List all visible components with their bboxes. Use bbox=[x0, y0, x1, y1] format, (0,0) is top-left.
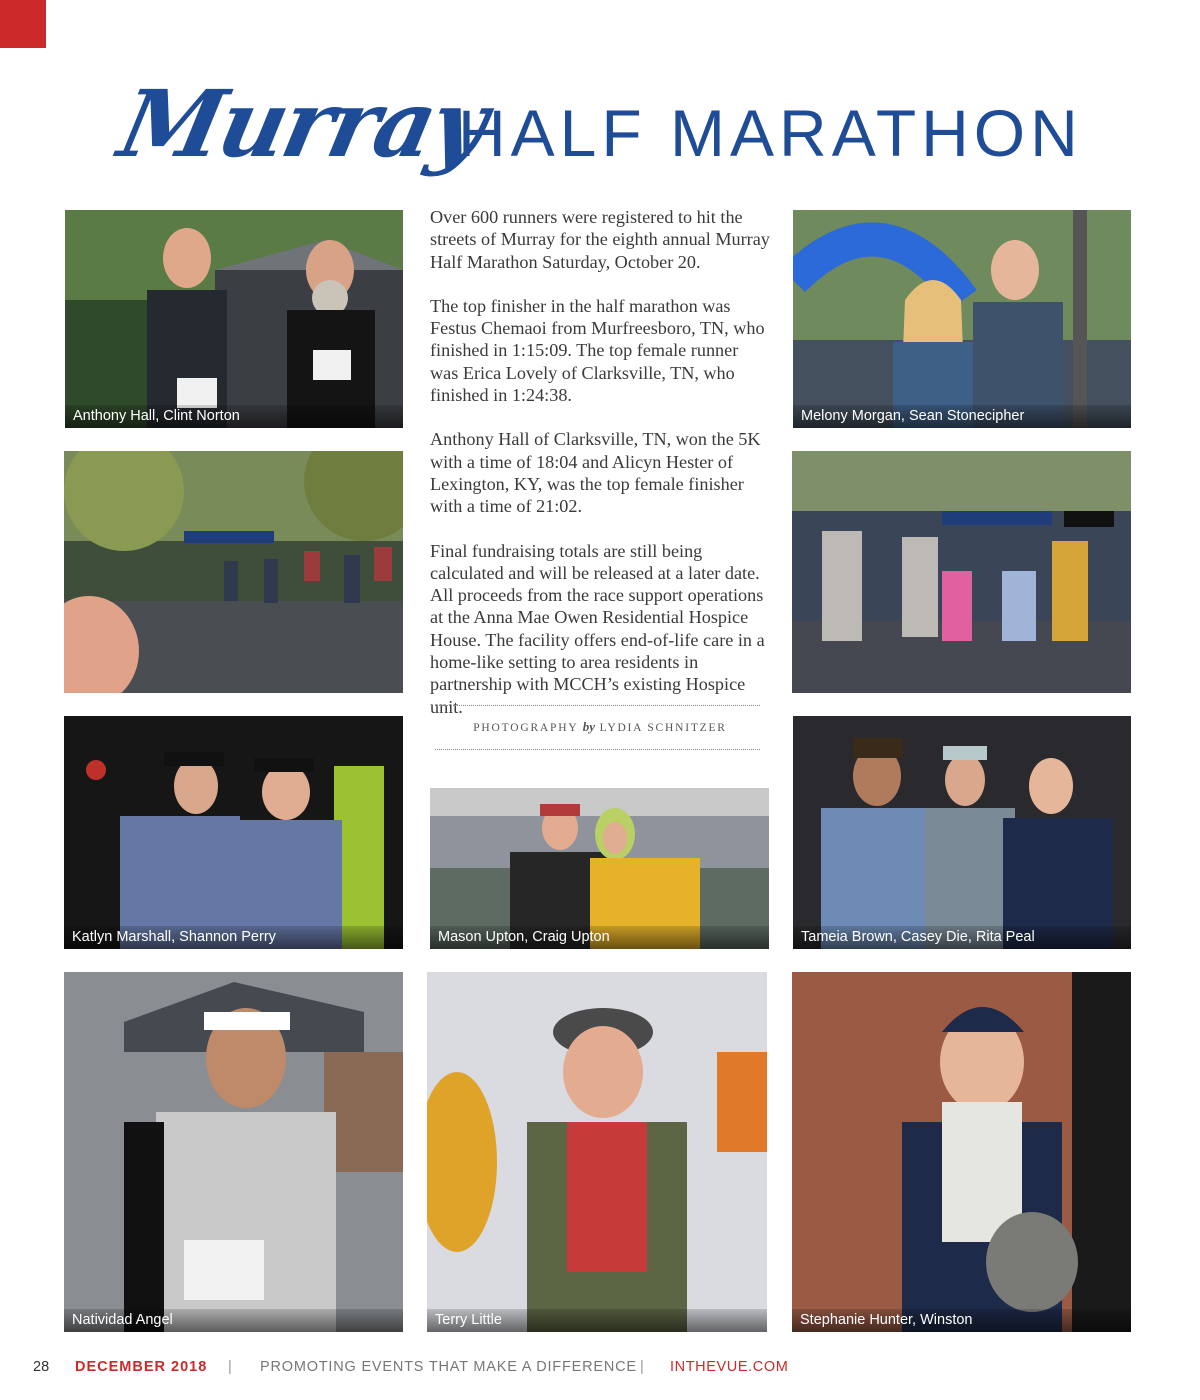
credit-divider-bottom bbox=[435, 749, 760, 750]
photo-caption: Natividad Angel bbox=[64, 1309, 403, 1332]
credit-name: LYDIA SCHNITZER bbox=[599, 722, 727, 734]
article-paragraph: Over 600 runners were registered to hit the streets of Murray for the eighth annual Murray Half Marathon Saturday, October 20. bbox=[430, 207, 770, 272]
photo-start-crowd-right bbox=[792, 451, 1131, 693]
photo-scene bbox=[64, 451, 403, 693]
issue-date: DECEMBER 2018 bbox=[75, 1359, 208, 1375]
photo-scene bbox=[430, 788, 769, 949]
footer-tagline: PROMOTING EVENTS THAT MAKE A DIFFERENCE bbox=[260, 1359, 637, 1375]
photo-scene bbox=[427, 972, 767, 1332]
title-half-marathon: HALF MARATHON bbox=[458, 96, 1083, 170]
photo-mason-craig bbox=[430, 788, 769, 949]
article-paragraph: Anthony Hall of Clarksville, TN, won the 5K with a time of 18:04 and Alicyn Hester of Lexington, KY, was the top female finisher with a time of 21:02. bbox=[430, 429, 761, 517]
photo-scene bbox=[792, 972, 1131, 1332]
photo-natividad bbox=[64, 972, 403, 1332]
photo-tameia-casey-rita bbox=[793, 716, 1131, 949]
credit-by: by bbox=[582, 719, 595, 734]
footer-separator: | bbox=[228, 1359, 232, 1375]
credit-prefix: PHOTOGRAPHY bbox=[473, 722, 579, 734]
footer-separator: | bbox=[640, 1359, 644, 1375]
photo-caption: Stephanie Hunter, Winston bbox=[792, 1309, 1131, 1332]
corner-color-block bbox=[0, 0, 46, 48]
footer-website-link[interactable]: INTHEVUE.COM bbox=[670, 1359, 789, 1375]
photo-scene bbox=[64, 972, 403, 1332]
photo-scene bbox=[793, 716, 1131, 949]
photo-credit bbox=[430, 719, 770, 735]
credit-divider-top bbox=[435, 705, 760, 706]
photo-caption: Melony Morgan, Sean Stonecipher bbox=[793, 405, 1131, 428]
photo-caption: Tameia Brown, Casey Die, Rita Peal bbox=[793, 926, 1131, 949]
photo-stephanie-winston bbox=[792, 972, 1131, 1332]
article-body bbox=[430, 206, 770, 740]
photo-caption: Katlyn Marshall, Shannon Perry bbox=[64, 926, 403, 949]
title-script-murray: Murray bbox=[110, 70, 495, 178]
page-number: 28 bbox=[33, 1359, 50, 1375]
photo-scene bbox=[793, 210, 1131, 428]
photo-scene bbox=[65, 210, 403, 428]
photo-katlyn-shannon bbox=[64, 716, 403, 949]
photo-caption: Mason Upton, Craig Upton bbox=[430, 926, 769, 949]
photo-scene bbox=[792, 451, 1131, 693]
photo-scene bbox=[64, 716, 403, 949]
article-paragraph: Final fundraising totals are still being calculated and will be released at a later date. All proceeds from the race support operations at the Anna Mae Owen Residential Hospice House. The facility offers end-of-life care in a home-like setting to area residents in partnership with MCCH’s existing Hospice unit. bbox=[430, 540, 765, 717]
photo-start-crowd-left bbox=[64, 451, 403, 693]
photo-caption: Anthony Hall, Clint Norton bbox=[65, 405, 403, 428]
photo-terry bbox=[427, 972, 767, 1332]
photo-anthony-clint bbox=[65, 210, 403, 428]
page-footer bbox=[0, 1359, 1200, 1379]
article-paragraph: The top finisher in the half marathon was Festus Chemaoi from Murfreesboro, TN, who finished in 1:15:09. The top female runner was Erica Lovely of Clarksville, TN, who finished in 1:24:38. bbox=[430, 295, 765, 406]
photo-caption: Terry Little bbox=[427, 1309, 767, 1332]
photo-melony-sean bbox=[793, 210, 1131, 428]
